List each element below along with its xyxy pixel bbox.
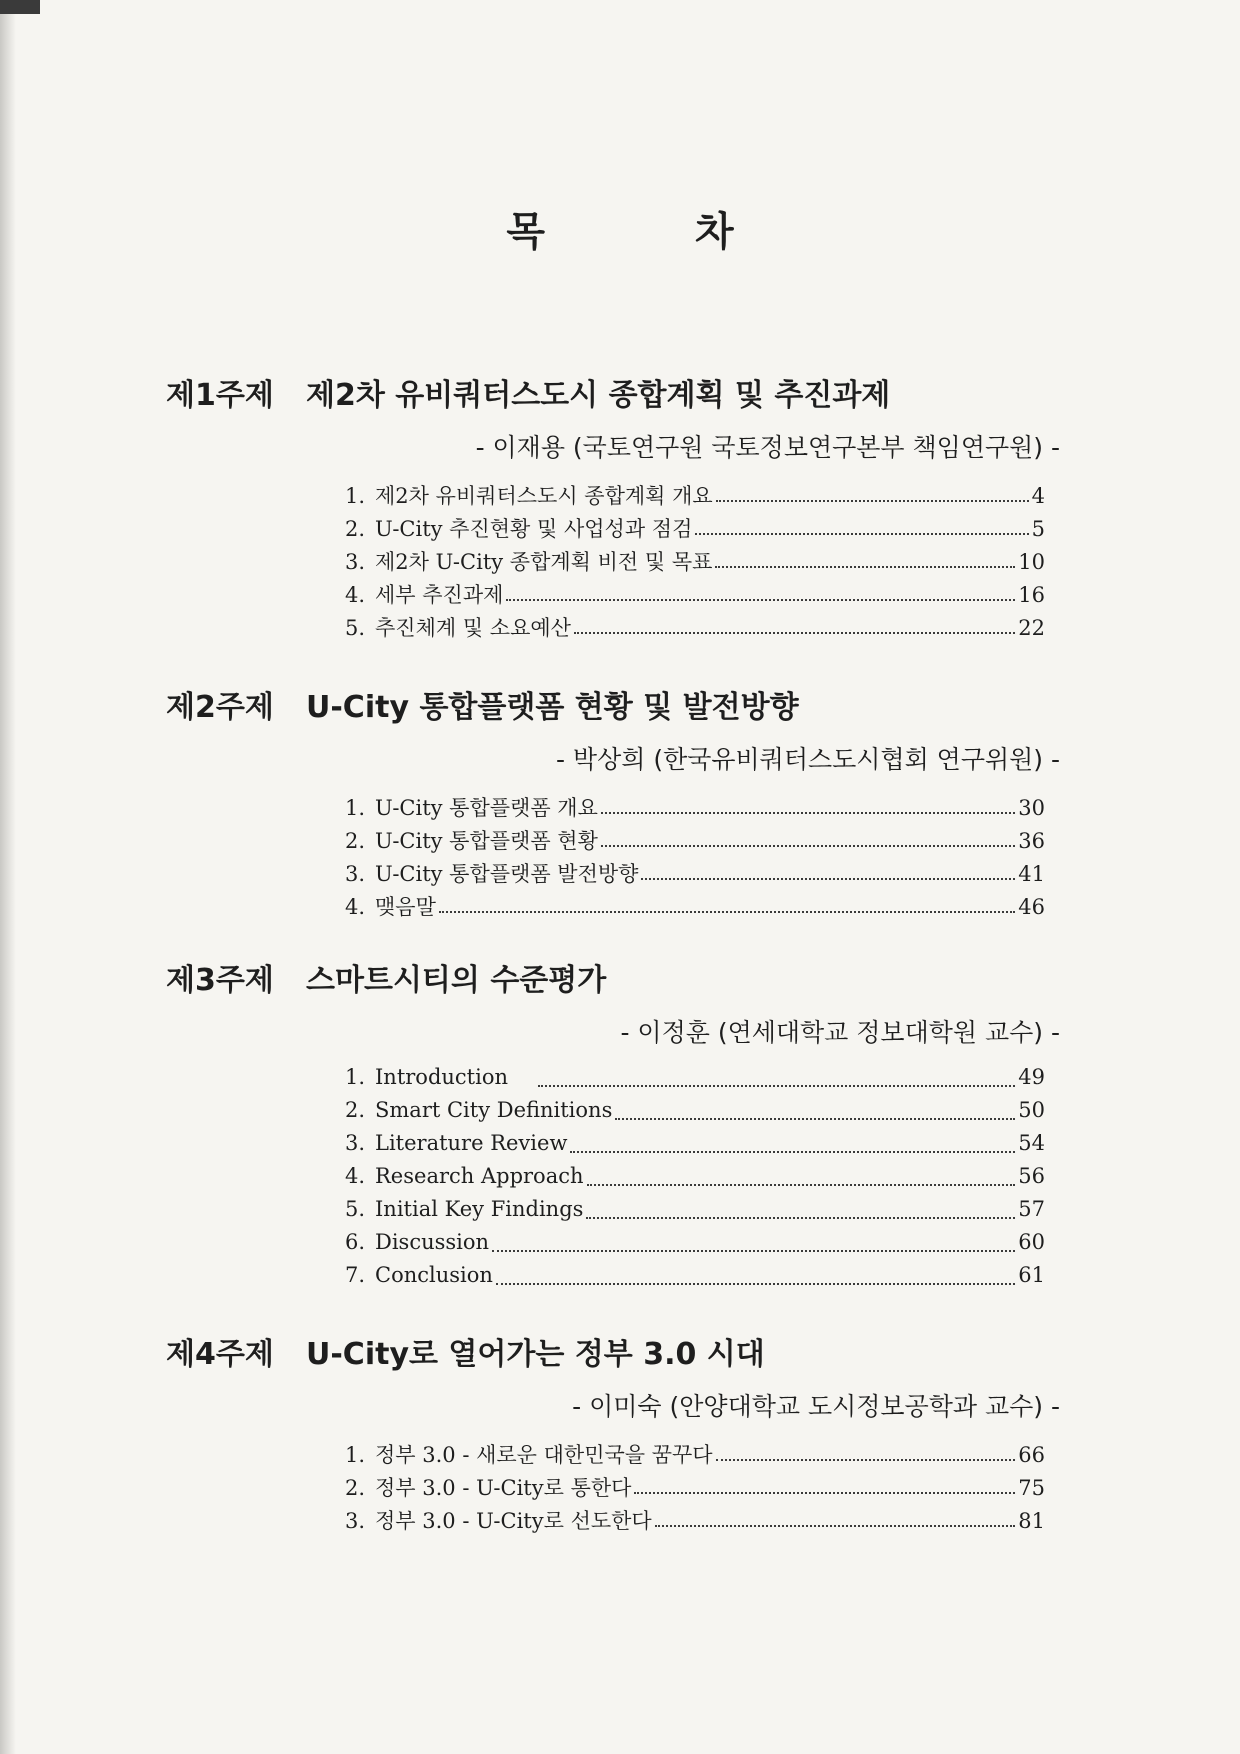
toc-entry[interactable] [345,1098,1045,1130]
entry-number: 3. [345,1131,366,1155]
entry-number: 7. [345,1263,366,1287]
scan-corner-mark [0,0,40,14]
entry-title: Smart City Definitions [375,1098,613,1122]
section-author: - 박상희 (한국유비쿼터스도시협회 연구위원) - [555,745,1060,774]
entry-title: Conclusion [375,1263,493,1287]
dot-leader [574,632,1015,634]
toc-entry[interactable] [345,1263,1045,1295]
section-4 [0,1329,1240,1533]
section-number: 제2주제 [166,690,274,725]
toc-entry[interactable] [345,825,1045,857]
section-author: - 이재용 (국토연구원 국토정보연구본부 책임연구원) - [475,433,1060,462]
dot-leader [587,1184,1016,1186]
entry-page: 49 [1018,1065,1045,1089]
toc-entry[interactable] [345,1505,1045,1537]
toc-entry[interactable] [345,612,1045,644]
entry-page: 61 [1018,1263,1045,1287]
entry-page: 56 [1018,1164,1045,1188]
entry-page: 5 [1031,517,1045,541]
entry-number: 3. [345,550,366,574]
toc-entry[interactable] [345,1164,1045,1196]
toc-entry[interactable] [345,1197,1045,1229]
entry-title: 정부 3.0 - 새로운 대한민국을 꿈꾸다 [375,1443,713,1467]
entry-title: 맺음말 [375,895,436,919]
entry-page: 60 [1018,1230,1045,1254]
entry-number: 3. [345,862,366,886]
entry-number: 2. [345,1476,366,1500]
entry-page: 4 [1031,484,1045,508]
section-heading [0,682,1240,726]
section-heading [0,370,1240,414]
entry-number: 4. [345,1164,366,1188]
section-number: 제3주제 [166,963,274,998]
entry-page: 10 [1018,550,1045,574]
dot-leader [496,1283,1015,1285]
entry-page: 36 [1018,829,1045,853]
entry-number: 3. [345,1509,366,1533]
dot-leader [601,845,1015,847]
entry-title: 정부 3.0 - U-City로 통한다 [375,1476,632,1500]
entry-page: 41 [1018,862,1045,886]
entry-number: 5. [345,1197,366,1221]
toc-entry[interactable] [345,513,1045,545]
dot-leader [655,1525,1016,1527]
section-title: U-City로 열어가는 정부 3.0 시대 [306,1337,765,1372]
dot-leader [439,911,1015,913]
entry-title: Initial Key Findings [375,1197,584,1221]
section-title: 제2차 유비쿼터스도시 종합계획 및 추진과제 [306,378,891,413]
dot-leader [615,1118,1015,1120]
entry-page: 16 [1018,583,1045,607]
toc-entry[interactable] [345,579,1045,611]
dot-leader [716,1459,1016,1461]
entry-title: U-City 통합플랫폼 발전방향 [375,862,639,886]
entry-title: 제2차 U-City 종합계획 비전 및 목표 [375,550,713,574]
section-2 [0,682,1240,919]
entry-page: 22 [1018,616,1045,640]
entry-number: 2. [345,829,366,853]
page-binding-shadow [0,0,16,1754]
toc-entry[interactable] [345,891,1045,923]
entry-title: 추진체계 및 소요예산 [375,616,571,640]
entry-page: 50 [1018,1098,1045,1122]
entry-title: Literature Review [375,1131,568,1155]
entry-number: 2. [345,517,366,541]
entry-number: 1. [345,796,366,820]
entry-title: 제2차 유비쿼터스도시 종합계획 개요 [375,484,713,508]
dot-leader [641,878,1015,880]
entry-number: 4. [345,583,366,607]
entry-title: U-City 통합플랫폼 현황 [375,829,598,853]
entry-title: 정부 3.0 - U-City로 선도한다 [375,1509,652,1533]
entry-title: U-City 통합플랫폼 개요 [375,796,598,820]
dot-leader [538,1085,1015,1087]
dot-leader [492,1250,1015,1252]
section-author: - 이미숙 (안양대학교 도시정보공학과 교수) - [572,1392,1060,1421]
entry-number: 1. [345,1065,366,1089]
toc-entry[interactable] [345,546,1045,578]
entry-page: 57 [1018,1197,1045,1221]
entry-number: 6. [345,1230,366,1254]
entry-page: 75 [1018,1476,1045,1500]
dot-leader [634,1492,1015,1494]
toc-entry[interactable] [345,792,1045,824]
entry-title: Introduction [375,1065,508,1089]
entry-page: 66 [1018,1443,1045,1467]
entry-page: 81 [1018,1509,1045,1533]
section-title: 스마트시티의 수준평가 [306,963,607,998]
section-1 [0,370,1240,640]
dot-leader [586,1217,1015,1219]
section-number: 제4주제 [166,1337,274,1372]
page-title: 목 차 [506,209,802,255]
entry-page: 30 [1018,796,1045,820]
entry-page: 54 [1018,1131,1045,1155]
section-title: U-City 통합플랫폼 현황 및 발전방향 [306,690,799,725]
entry-number: 1. [345,1443,366,1467]
section-number: 제1주제 [166,378,274,413]
section-heading [0,1329,1240,1373]
entry-page: 46 [1018,895,1045,919]
toc-entry[interactable] [345,1230,1045,1262]
dot-leader [506,599,1015,601]
entry-number: 2. [345,1098,366,1122]
dot-leader [601,812,1015,814]
section-author: - 이정훈 (연세대학교 정보대학원 교수) - [620,1018,1060,1047]
toc-entry[interactable] [345,480,1045,512]
entry-number: 5. [345,616,366,640]
entry-title: 세부 추진과제 [375,583,504,607]
toc-entry[interactable] [345,858,1045,890]
dot-leader [570,1151,1015,1153]
section-heading [0,955,1240,999]
toc-entry[interactable] [345,1065,1045,1097]
entry-number: 4. [345,895,366,919]
entry-title: U-City 추진현황 및 사업성과 점검 [375,517,693,541]
toc-entry[interactable] [345,1472,1045,1504]
dot-leader [695,533,1028,535]
toc-entry[interactable] [345,1439,1045,1471]
section-3 [0,955,1240,1287]
entry-title: Discussion [375,1230,490,1254]
dot-leader [716,500,1029,502]
entry-number: 1. [345,484,366,508]
entry-title: Research Approach [375,1164,584,1188]
dot-leader [715,566,1015,568]
toc-entry[interactable] [345,1131,1045,1163]
